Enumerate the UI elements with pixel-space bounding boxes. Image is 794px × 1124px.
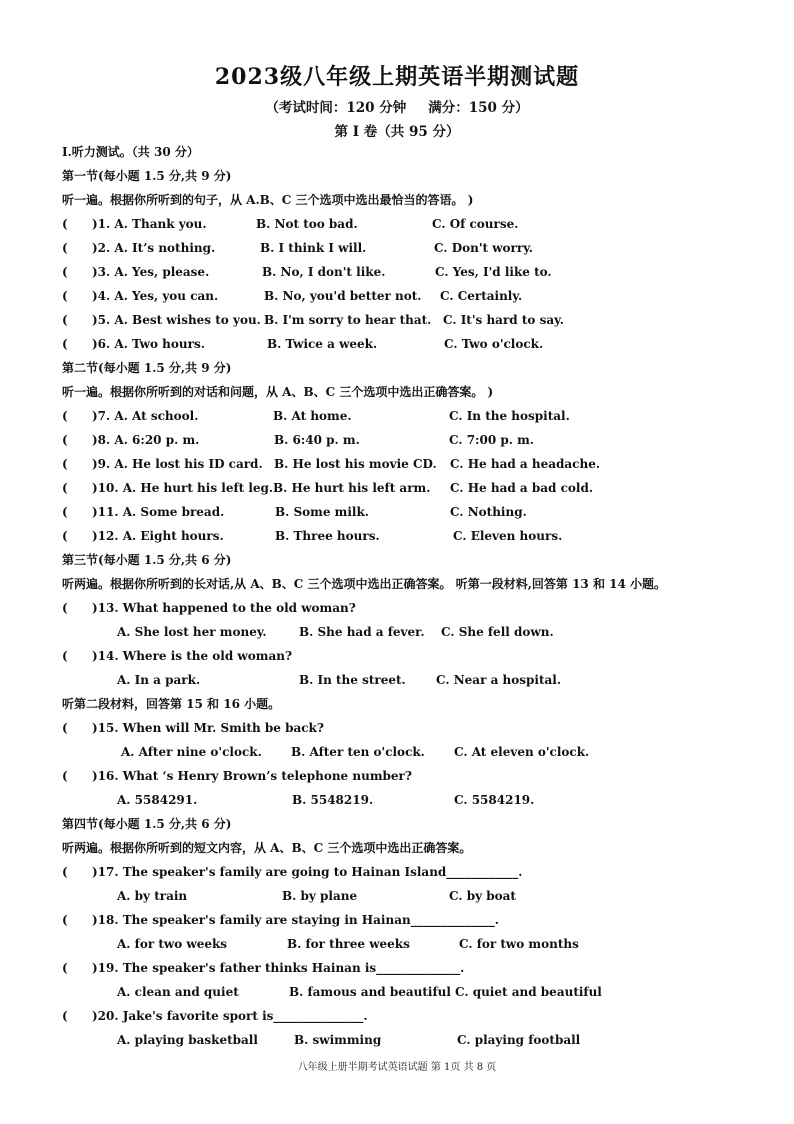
question-row: ( )19. The speaker's father thinks Hainan is______________. xyxy=(62,961,465,975)
options-row: A. After nine o'clock. B. After ten o'clock. C. At eleven o'clock. xyxy=(121,745,590,759)
section2-heading: 第二节(每小题 1.5 分,共 9 分) xyxy=(62,361,232,375)
question-row: ( )3. A. Yes, please. B. No, I don't like. C. Yes, I'd like to. xyxy=(62,265,552,279)
question-row: ( )20. Jake's favorite sport is_______________. xyxy=(62,1009,368,1023)
question-row: ( )5. A. Best wishes to you. B. I'm sorry to hear that. C. It's hard to say. xyxy=(62,313,564,327)
page-footer: 八年级上册半期考试英语试题 第 1页 共 8 页 xyxy=(297,1062,497,1073)
question-row: ( )13. What happened to the old woman? xyxy=(62,601,356,615)
exam-subtitle xyxy=(0,96,794,116)
section2-instructions: 听一遍。根据你所听到的对话和问题，从 A、B、C 三个选项中选出正确答案。 ) xyxy=(62,385,494,399)
section3-heading: 第三节(每小题 1.5 分,共 6 分) xyxy=(62,553,232,567)
options-row: A. 5584291. B. 5548219. C. 5584219. xyxy=(117,793,535,807)
exam-time: （考试时间：120 分钟 xyxy=(265,100,407,116)
question-row: ( )9. A. He lost his ID card. B. He lost his movie CD. C. He had a headache. xyxy=(62,457,601,471)
options-row: A. for two weeks B. for three weeks C. for two months xyxy=(117,937,579,951)
question-row: ( )2. A. It’s nothing. B. I think I will. C. Don't worry. xyxy=(62,241,533,255)
part-heading: I.听力测试。（共 30 分） xyxy=(62,145,199,159)
exam-score: 满分：150 分） xyxy=(428,100,529,116)
options-row: A. playing basketball B. swimming C. playing football xyxy=(117,1033,581,1047)
section1-heading: 第一节(每小题 1.5 分,共 9 分) xyxy=(62,169,232,183)
options-row: A. She lost her money. B. She had a fever. C. She fell down. xyxy=(117,625,554,639)
options-row: A. by train B. by plane C. by boat xyxy=(117,889,516,903)
question-row: ( )12. A. Eight hours. B. Three hours. C. Eleven hours. xyxy=(62,529,563,543)
question-row: ( )16. What ‘s Henry Brown’s telephone number? xyxy=(62,769,412,783)
section3-instructions-2: 听第二段材料，回答第 15 和 16 小题。 xyxy=(62,697,281,711)
question-row: ( )11. A. Some bread. B. Some milk. C. Nothing. xyxy=(62,505,527,519)
options-row: A. In a park. B. In the street. C. Near a hospital. xyxy=(117,673,562,687)
question-row: ( )6. A. Two hours. B. Twice a week. C. Two o'clock. xyxy=(62,337,544,351)
question-row: ( )7. A. At school. B. At home. C. In the hospital. xyxy=(62,409,570,423)
question-row: ( )8. A. 6:20 p. m. B. 6:40 p. m. C. 7:00 p. m. xyxy=(62,433,534,447)
question-row: ( )17. The speaker's family are going to Hainan Island____________. xyxy=(62,865,523,879)
question-row: ( )10. A. He hurt his left leg. B. He hurt his left arm. C. He had a bad cold. xyxy=(62,481,594,495)
section4-heading: 第四节(每小题 1.5 分,共 6 分) xyxy=(62,817,232,831)
volume-heading: 第 I 卷（共 95 分） xyxy=(334,124,460,140)
exam-title: 2023级八年级上期英语半期测试题 xyxy=(214,64,580,90)
options-row: A. clean and quiet B. famous and beautiful C. quiet and beautiful xyxy=(117,985,602,999)
question-row: ( )14. Where is the old woman? xyxy=(62,649,292,663)
question-row: ( )4. A. Yes, you can. B. No, you'd better not. C. Certainly. xyxy=(62,289,523,303)
section4-instructions: 听两遍。根据你所听到的短文内容，从 A、B、C 三个选项中选出正确答案。 xyxy=(62,841,472,855)
section1-instructions: 听一遍。根据你所听到的句子，从 A.B、C 三个选项中选出最恰当的答语。 ) xyxy=(62,193,474,207)
section3-instructions: 听两遍。根据你所听到的长对话,从 A、B、C 三个选项中选出正确答案。 听第一段材料,回答第 13 和 14 小题。 xyxy=(62,577,667,591)
question-row: ( )18. The speaker's family are staying in Hainan______________. xyxy=(62,913,499,927)
question-row: ( )1. A. Thank you. B. Not too bad. C. Of course. xyxy=(62,217,519,231)
question-row: ( )15. When will Mr. Smith be back? xyxy=(62,721,324,735)
